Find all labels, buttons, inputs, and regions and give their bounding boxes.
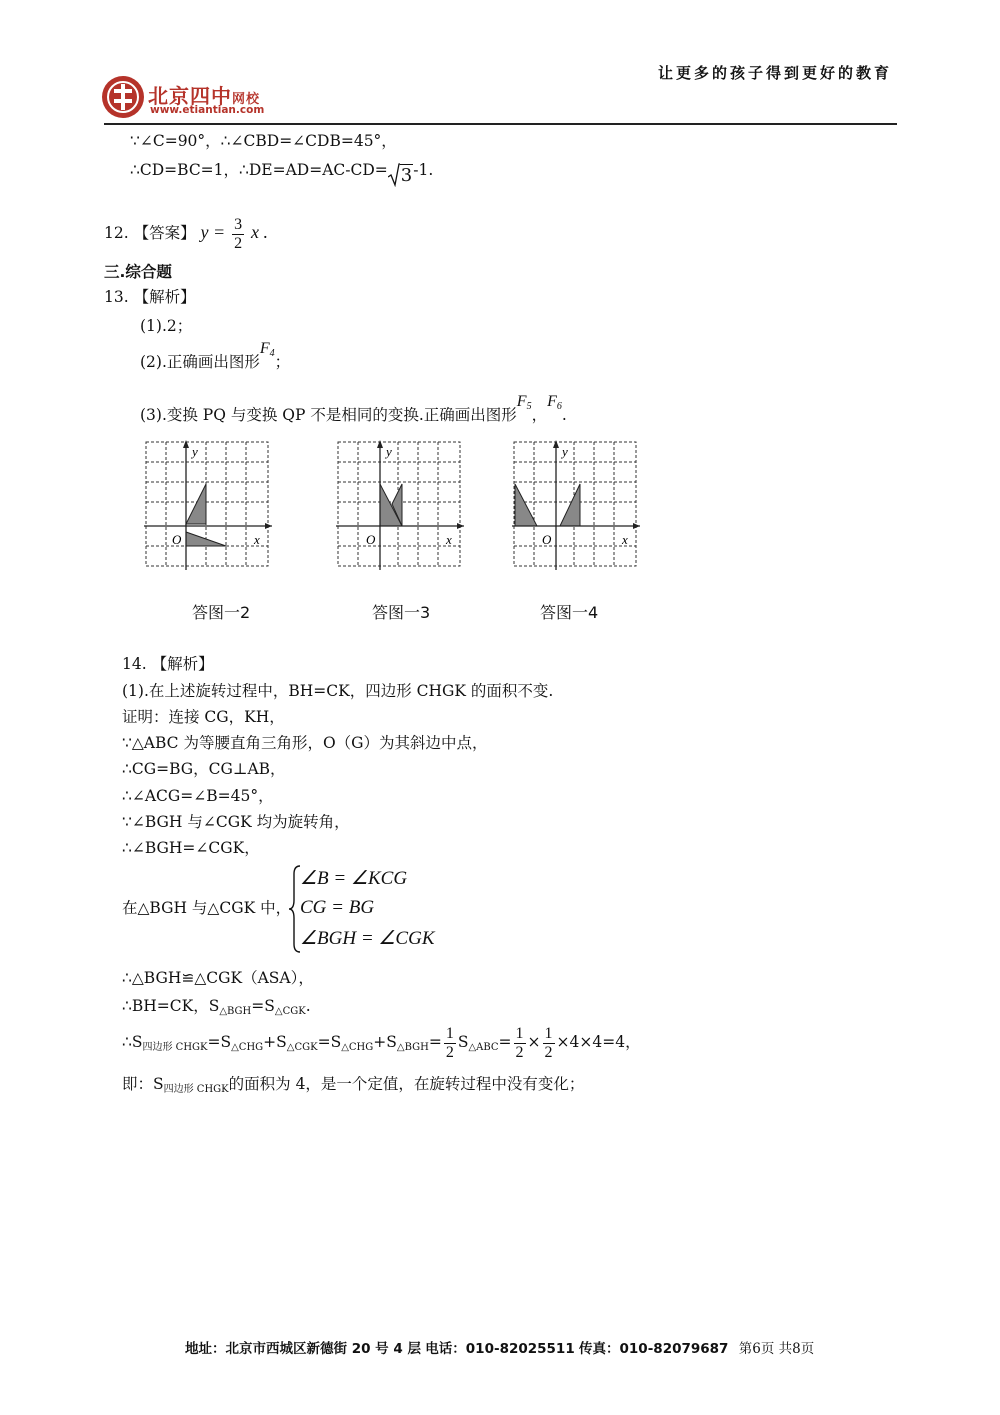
- q13-part2: (2).正确画出图形$F_4$；: [140, 340, 291, 371]
- text-line-1: ∵∠C=90°，∴∠CBD=∠CDB=45°，: [130, 132, 397, 150]
- system-eq-3: ∠BGH = ∠CGK: [300, 928, 435, 949]
- axis-x-label: x: [622, 532, 628, 547]
- q14-line-4: ∴CG=BG，CG⊥AB，: [122, 760, 286, 778]
- etiantian-logo: [100, 74, 290, 120]
- axis-y-label: y: [192, 444, 198, 459]
- origin-label: O: [366, 532, 376, 547]
- q13-part1: (1).2；: [140, 317, 193, 335]
- half-fraction: $\frac{1}{2}$: [445, 1024, 454, 1061]
- q14-line-3: ∵△ABC 为等腰直角三角形，O（G）为其斜边中点，: [122, 734, 488, 752]
- system-eq-1: ∠B = ∠KCG: [300, 868, 408, 889]
- axis-y-label: y: [386, 444, 392, 459]
- caption-figure-4: 答图一4: [540, 603, 599, 622]
- q12-fraction: $\frac{3}{2}$: [234, 215, 243, 252]
- q14-line-1: (1).在上述旋转过程中，BH=CK，四边形 CHGK 的面积不变.: [122, 682, 554, 700]
- footer: 地址：北京市西城区新德街 20 号 4 层 电话：010-82025511 传真：010-82079687 第6页 共8页: [185, 1341, 815, 1357]
- axis-x-label: x: [254, 532, 260, 547]
- system-lead: 在△BGH 与△CGK 中，: [122, 899, 292, 917]
- area-equation: $\therefore S_{四边形 CHGK}=S_{\triangle CHG}+S_{\triangle CGK}=S_{\triangle CHG}+S_{\triangle BGH}=$ $\frac{1}{2}$ $S_{\triangle ABC}=$ $\frac{1}{2}$ × $\frac{1}{2}$ ×4×4=4，: [122, 1024, 641, 1061]
- q14-line-2: 证明：连接 CG，KH，: [122, 708, 285, 726]
- sqrt-sign-icon: [388, 163, 400, 187]
- q14-line-9: ∴BH=CK，$S_{\triangle BGH}=S_{\triangle CGK}$.: [122, 997, 311, 1017]
- figure-answer-3: [336, 440, 466, 574]
- caption-figure-3: 答图一3: [372, 603, 431, 622]
- q14-line-6: ∵∠BGH 与∠CGK 均为旋转角，: [122, 813, 350, 831]
- page-number: 第6页 共8页: [738, 1341, 815, 1357]
- q12-answer: 12. 【答案】 y = $\frac{3}{2}$ x .: [104, 215, 269, 252]
- half-fraction: $\frac{1}{2}$: [544, 1024, 553, 1061]
- header-slogan: 让更多的孩子得到更好的教育: [658, 64, 893, 82]
- q14-line-5: ∴∠ACG=∠B=45°，: [122, 787, 274, 805]
- sqrt-expression: 3: [388, 163, 413, 187]
- text-line-2: ∴CD=BC=1，∴DE=AD=AC-CD= 3-1.: [130, 161, 434, 186]
- q13-part3: (3).变换 PQ 与变换 QP 不是相同的变换.正确画出图形$F_5$，$F_6$.: [140, 393, 567, 424]
- figure-answer-4: [512, 440, 642, 574]
- header-divider: [104, 123, 897, 125]
- logo-name: 北京四中网校: [148, 84, 261, 108]
- logo-url: www.etiantian.com: [150, 104, 265, 116]
- caption-figure-2: 答图一2: [192, 603, 251, 622]
- origin-label: O: [542, 532, 552, 547]
- q13-label: 13. 【解析】: [104, 288, 196, 306]
- figure-answer-2: [144, 440, 274, 574]
- section-title: 三.综合题: [104, 263, 172, 281]
- system-eq-2: CG = BG: [300, 897, 375, 918]
- q14-line-8: ∴△BGH≌△CGK（ASA），: [122, 969, 314, 987]
- axis-y-label: y: [562, 444, 568, 459]
- half-fraction: $\frac{1}{2}$: [515, 1024, 524, 1061]
- axis-x-label: x: [446, 532, 452, 547]
- q14-conclusion: 即：$S_{四边形 CHGK}$的面积为 4，是一个定值，在旋转过程中没有变化；: [122, 1075, 585, 1095]
- origin-label: O: [172, 532, 182, 547]
- q14-line-7: ∴∠BGH=∠CGK，: [122, 839, 260, 857]
- logo-seal-icon: [100, 74, 146, 120]
- q14-label: 14. 【解析】: [122, 655, 214, 673]
